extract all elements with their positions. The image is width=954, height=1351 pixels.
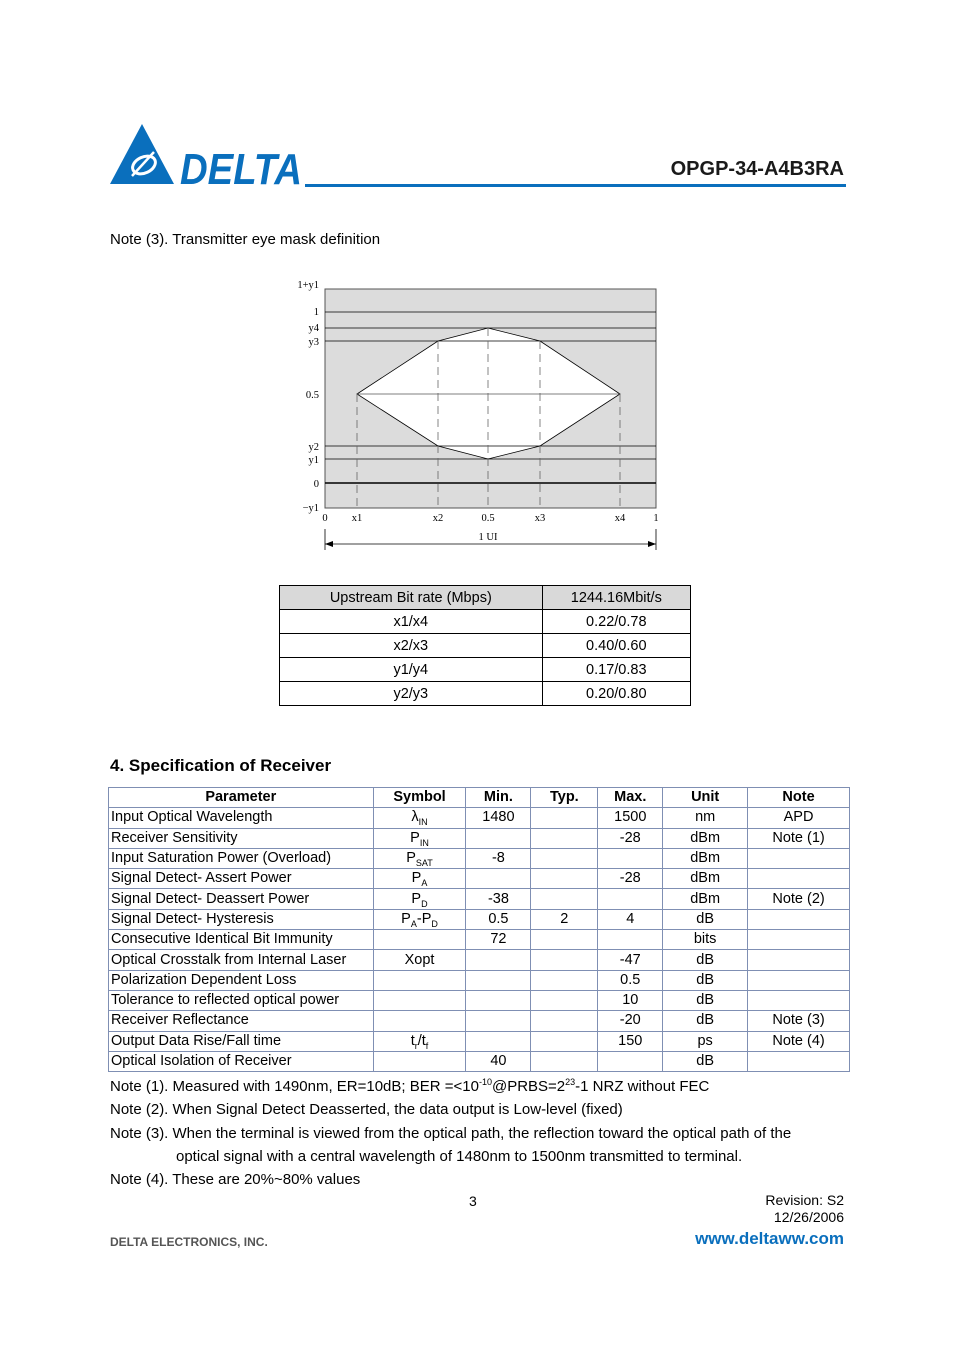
table-cell: 40	[466, 1051, 531, 1071]
y-label: 0.5	[305, 390, 319, 401]
table-cell: -28	[598, 828, 663, 848]
table-cell: Optical Crosstalk from Internal Laser	[109, 950, 374, 970]
y-label: y3	[308, 337, 319, 348]
table-cell: Receiver Sensitivity	[109, 828, 374, 848]
table-cell: 0.17/0.83	[542, 658, 690, 682]
table-cell	[748, 950, 850, 970]
table-row	[280, 634, 691, 658]
table-cell: Consecutive Identical Bit Immunity	[109, 930, 374, 950]
table-cell: 72	[466, 930, 531, 950]
table-header-cell: Upstream Bit rate (Mbps)	[280, 586, 543, 610]
note-4: Note (4). These are 20%~80% values	[110, 1171, 361, 1188]
table-cell: dB	[663, 1051, 748, 1071]
table-cell	[598, 1051, 663, 1071]
table-row	[109, 828, 850, 848]
note-3-continued: optical signal with a central wavelength of 1480nm to 1500nm transmitted to terminal.	[176, 1148, 743, 1165]
table-cell	[598, 930, 663, 950]
table-cell: -8	[466, 848, 531, 868]
eye-mask-table	[279, 585, 691, 706]
table-cell	[466, 1031, 531, 1051]
table-cell	[531, 808, 598, 828]
table-header-row	[109, 788, 850, 808]
table-row	[109, 869, 850, 889]
table-cell	[373, 909, 466, 929]
table-row	[109, 1051, 850, 1071]
table-header-cell: Unit	[663, 788, 748, 808]
table-cell: y1/y4	[280, 658, 543, 682]
table-header-cell: 1244.16Mbit/s	[542, 586, 690, 610]
table-cell: dBm	[663, 848, 748, 868]
header-rule	[305, 184, 846, 187]
table-cell	[373, 1031, 466, 1051]
table-cell	[531, 950, 598, 970]
revision-label: Revision: S2	[765, 1192, 844, 1208]
table-cell: Note (2)	[748, 889, 850, 909]
symbol-subscript: IN	[419, 837, 429, 848]
table-cell: 1500	[598, 808, 663, 828]
table-cell: dB	[663, 990, 748, 1010]
receiver-spec-body	[109, 808, 850, 1072]
table-cell: -28	[598, 869, 663, 889]
x-label: 1	[653, 513, 659, 524]
symbol-subscript: SAT	[415, 857, 433, 868]
table-row	[109, 990, 850, 1010]
y-label: −y1	[302, 503, 319, 514]
table-cell	[531, 1051, 598, 1071]
table-cell	[531, 1011, 598, 1031]
table-cell	[748, 1051, 850, 1071]
table-cell: Signal Detect- Hysteresis	[109, 909, 374, 929]
table-cell: dBm	[663, 889, 748, 909]
symbol-text: t	[410, 1032, 415, 1049]
table-cell	[373, 950, 466, 970]
table-cell	[531, 990, 598, 1010]
table-row	[109, 889, 850, 909]
table-row	[109, 950, 850, 970]
table-cell	[373, 990, 466, 1010]
y-label: y2	[308, 442, 319, 453]
symbol-text: P	[411, 870, 422, 887]
table-row	[109, 808, 850, 828]
table-row	[280, 658, 691, 682]
table-cell	[373, 808, 466, 828]
symbol-text: λ	[411, 809, 419, 826]
table-row	[109, 848, 850, 868]
symbol-subscript: IN	[418, 817, 428, 828]
table-cell	[748, 930, 850, 950]
table-cell: Polarization Dependent Loss	[109, 970, 374, 990]
table-cell: dBm	[663, 869, 748, 889]
table-cell: Optical Isolation of Receiver	[109, 1051, 374, 1071]
x-label: x2	[432, 513, 444, 524]
note-1-exponent: -10	[478, 1077, 492, 1087]
symbol-subscript: A	[410, 918, 417, 929]
website-link[interactable]: www.deltaww.com	[695, 1229, 844, 1248]
table-cell: dB	[663, 950, 748, 970]
table-header-cell: Typ.	[531, 788, 598, 808]
table-cell: Note (1)	[748, 828, 850, 848]
table-cell	[748, 869, 850, 889]
table-cell: Receiver Reflectance	[109, 1011, 374, 1031]
note-1-text: -1 NRZ without FEC	[575, 1078, 710, 1095]
table-row	[109, 930, 850, 950]
table-cell	[531, 1031, 598, 1051]
revision-block	[765, 1192, 844, 1226]
table-cell	[373, 1011, 466, 1031]
table-cell	[373, 889, 466, 909]
table-cell	[748, 848, 850, 868]
table-cell	[598, 848, 663, 868]
table-cell: dB	[663, 909, 748, 929]
table-cell	[466, 970, 531, 990]
table-cell: 2	[531, 909, 598, 929]
table-cell	[373, 970, 466, 990]
revision-date: 12/26/2006	[773, 1209, 844, 1225]
symbol-text: P	[410, 829, 420, 846]
table-cell: Input Saturation Power (Overload)	[109, 848, 374, 868]
table-cell: 0.40/0.60	[542, 634, 690, 658]
table-row	[280, 610, 691, 634]
table-cell	[373, 1051, 466, 1071]
table-cell	[466, 990, 531, 1010]
table-row	[109, 970, 850, 990]
table-cell: 0.5	[598, 970, 663, 990]
table-row	[280, 682, 691, 706]
table-cell	[466, 828, 531, 848]
eye-mask-note: Note (3). Transmitter eye mask definition	[110, 231, 381, 248]
table-cell: Signal Detect- Deassert Power	[109, 889, 374, 909]
note-1-text: Note (1). Measured with 1490nm, ER=10dB; BER =<10	[110, 1078, 479, 1095]
symbol-text: P	[401, 910, 411, 927]
symbol-text: P	[411, 890, 422, 907]
x-label: 0.5	[481, 513, 495, 524]
symbol-text: P	[406, 850, 416, 867]
table-row	[109, 1011, 850, 1031]
y-label: 0	[313, 479, 319, 490]
logo-wordmark: DELTA	[180, 145, 302, 194]
section-heading: 4. Specification of Receiver	[110, 756, 332, 775]
table-cell: x1/x4	[280, 610, 543, 634]
symbol-subscript: A	[421, 878, 428, 889]
eye-mask-diagram	[290, 274, 670, 554]
table-cell	[373, 848, 466, 868]
symbol-subscript: f	[425, 1040, 429, 1051]
table-header-row	[280, 586, 691, 610]
table-header-cell: Max.	[598, 788, 663, 808]
table-cell	[373, 828, 466, 848]
table-cell: 0.20/0.80	[542, 682, 690, 706]
table-cell: -20	[598, 1011, 663, 1031]
table-cell	[748, 970, 850, 990]
table-cell: Note (3)	[748, 1011, 850, 1031]
table-row	[109, 909, 850, 929]
table-cell: dB	[663, 970, 748, 990]
table-cell	[531, 889, 598, 909]
table-cell: 10	[598, 990, 663, 1010]
table-cell	[531, 869, 598, 889]
table-cell: Signal Detect- Assert Power	[109, 869, 374, 889]
table-cell	[748, 909, 850, 929]
table-cell	[531, 828, 598, 848]
table-header-cell: Min.	[466, 788, 531, 808]
table-cell: 150	[598, 1031, 663, 1051]
table-cell	[748, 990, 850, 1010]
table-cell	[531, 970, 598, 990]
table-cell: APD	[748, 808, 850, 828]
table-cell: dB	[663, 1011, 748, 1031]
y-label: 1	[313, 307, 319, 318]
x-label: x4	[614, 513, 626, 524]
table-cell	[466, 1011, 531, 1031]
table-row	[109, 1031, 850, 1051]
ui-span-label: 1 UI	[478, 532, 498, 543]
table-cell: Input Optical Wavelength	[109, 808, 374, 828]
note-3: Note (3). When the terminal is viewed from the optical path, the reflection toward the optical path of the	[110, 1125, 792, 1142]
table-cell	[598, 889, 663, 909]
delta-logo	[110, 124, 305, 194]
table-header-cell: Parameter	[109, 788, 374, 808]
x-label: 0	[322, 513, 328, 524]
table-cell: nm	[663, 808, 748, 828]
x-label: x1	[351, 513, 363, 524]
table-cell: Tolerance to reflected optical power	[109, 990, 374, 1010]
symbol-subscript: D	[421, 898, 428, 909]
symbol-text: Xopt	[404, 951, 435, 968]
table-cell	[531, 930, 598, 950]
symbol-text: -P	[416, 910, 432, 927]
symbol-text: /t	[417, 1032, 426, 1049]
table-cell: bits	[663, 930, 748, 950]
table-cell: x2/x3	[280, 634, 543, 658]
note-1	[110, 1078, 709, 1095]
table-cell: 0.5	[466, 909, 531, 929]
table-cell: 1480	[466, 808, 531, 828]
table-cell	[373, 869, 466, 889]
note-2: Note (2). When Signal Detect Deasserted, the data output is Low-level (fixed)	[110, 1101, 623, 1118]
document-id: OPGP-34-A4B3RA	[670, 158, 844, 180]
table-cell: 4	[598, 909, 663, 929]
table-cell	[466, 950, 531, 970]
table-cell: ps	[663, 1031, 748, 1051]
table-cell	[373, 930, 466, 950]
x-label: x3	[534, 513, 546, 524]
table-cell: Note (4)	[748, 1031, 850, 1051]
table-cell: dBm	[663, 828, 748, 848]
table-cell: y2/y3	[280, 682, 543, 706]
page-number: 3	[469, 1193, 477, 1209]
note-1-text: @PRBS=2	[491, 1078, 566, 1095]
table-cell: 0.22/0.78	[542, 610, 690, 634]
y-label: 1+y1	[297, 280, 319, 291]
table-cell	[531, 848, 598, 868]
y-label: y1	[308, 455, 319, 466]
company-name: DELTA ELECTRONICS, INC.	[110, 1235, 268, 1249]
table-cell: Output Data Rise/Fall time	[109, 1031, 374, 1051]
table-header-cell: Note	[748, 788, 850, 808]
table-cell	[466, 869, 531, 889]
symbol-subscript: D	[431, 918, 438, 929]
table-cell: -38	[466, 889, 531, 909]
note-1-exponent: 23	[565, 1077, 576, 1087]
receiver-spec-table	[108, 787, 850, 1072]
table-header-cell: Symbol	[373, 788, 466, 808]
table-cell: -47	[598, 950, 663, 970]
symbol-subscript: r	[414, 1040, 418, 1051]
y-label: y4	[308, 323, 319, 334]
